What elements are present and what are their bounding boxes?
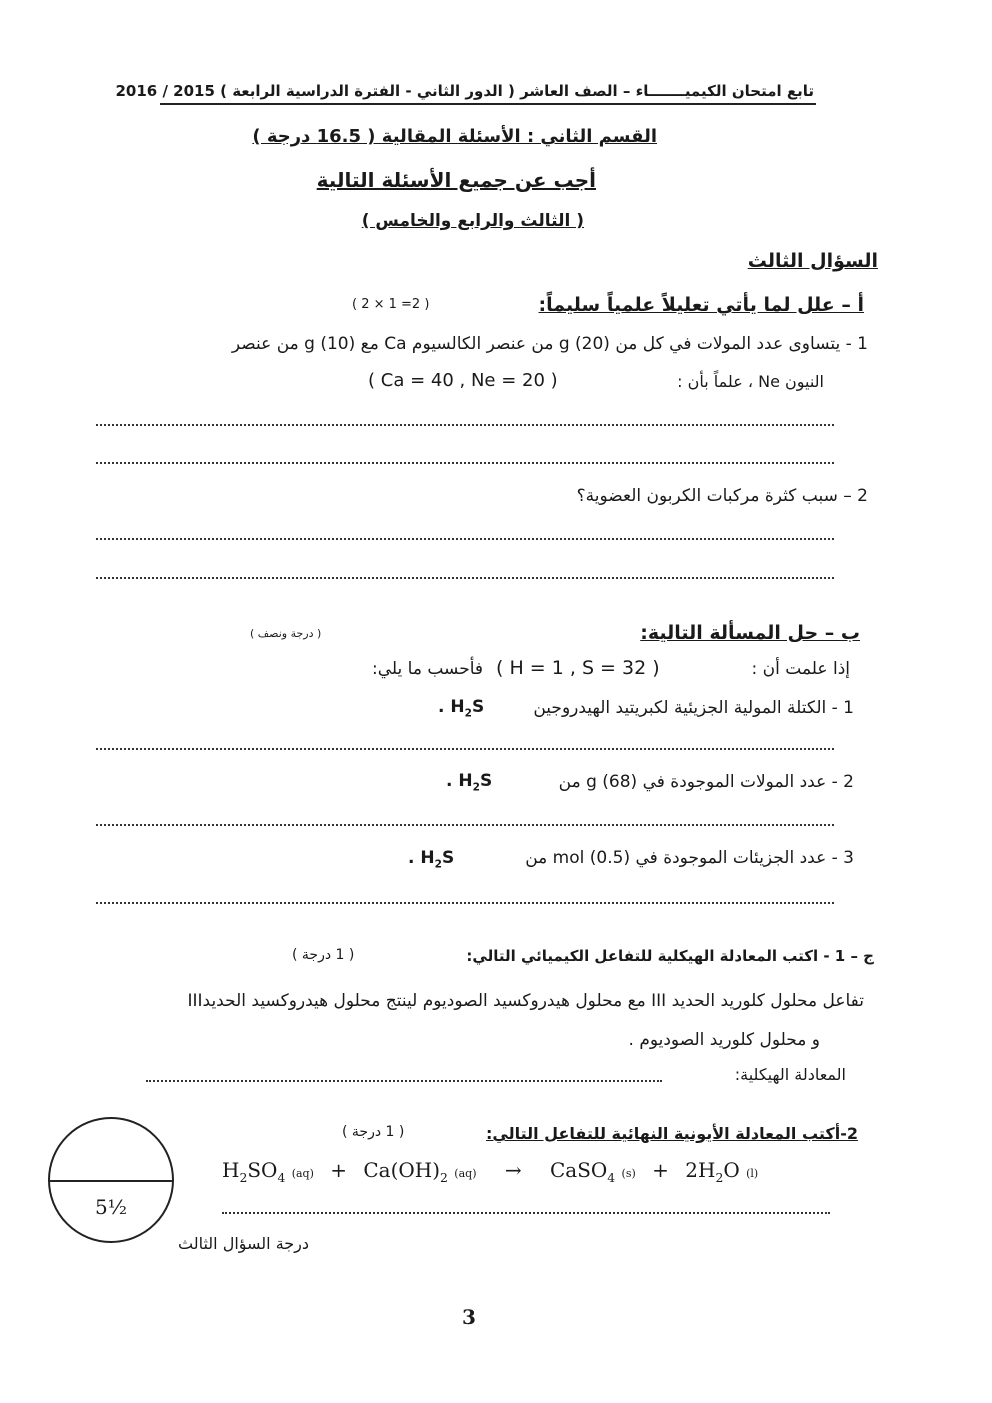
product-1: CaSO$_4$ (549, 1158, 616, 1185)
h2s-formula: . $H_2S$ (438, 697, 485, 720)
state-3: (s) (621, 1167, 636, 1180)
section-title: القسم الثاني : الأسئلة المقالية ( 16.5 درجة ) (252, 126, 657, 147)
part-a-item1-line2: النيون Ne ، علماً بأن : (677, 372, 824, 391)
answer-line[interactable] (96, 424, 834, 426)
part-b-given-prefix: إذا علمت أن : (751, 659, 850, 679)
score-value: 5½ (94, 1195, 128, 1219)
question-title: السؤال الثالث (747, 250, 878, 272)
part-b-label: ب – حل المسألة التالية: (640, 622, 860, 644)
ionic-equation (222, 1158, 758, 1185)
plus-sign: + (330, 1158, 348, 1182)
answer-line[interactable] (96, 902, 834, 904)
h2s-formula: . $H_2S$ (446, 771, 493, 794)
skeletal-equation-label: المعادلة الهيكلية: (734, 1065, 846, 1084)
part-c-label1: ج – 1 - اكتب المعادلة الهيكلية للتفاعل الكيميائي التالي: (466, 947, 874, 965)
part-b-marks: ( درجة ونصف ) (250, 627, 322, 640)
part-a-item1-line1: 1 - يتساوى عدد المولات في كل من g (20) من عنصر الكالسيوم Ca مع g (10) من عنصر (231, 334, 868, 354)
ionic-equation-answer[interactable] (222, 1212, 830, 1214)
part-b-item2: 2 - عدد المولات الموجودة في g (68) من (558, 772, 854, 792)
h2s-formula: . $H_2S$ (408, 848, 455, 871)
part-c-text-line2: و محلول كلوريد الصوديوم . (628, 1030, 820, 1050)
plus-sign: + (652, 1158, 669, 1182)
section-instruction: أجب عن جميع الأسئلة التالية (316, 168, 596, 192)
section-questions: ( الثالث والرابع والخامس ) (361, 211, 584, 231)
page-header: تابع امتحان الكيميـــــــاء – الصف العاشر ( الدور الثاني - الفترة الدراسية الرابعة ) 2015 / 2016 (115, 82, 814, 100)
part-b-item3: 3 - عدد الجزيئات الموجودة في (0.5) mol من (525, 848, 854, 868)
part-a-label: أ – علل لما يأتي تعليلاً علمياً سليماً: (538, 294, 864, 316)
page-number: 3 (462, 1305, 476, 1329)
answer-line[interactable] (96, 577, 834, 579)
skeletal-equation-answer[interactable] (146, 1080, 662, 1082)
score-label: درجة السؤال الثالث (178, 1234, 310, 1253)
state-4: (l) (746, 1167, 759, 1180)
part-c-text-line1: تفاعل محلول كلوريد الحديد III مع محلول هيدروكسيد الصوديوم لينتج محلول هيدروكسيد الحديدIII (187, 991, 864, 1011)
score-circle (48, 1117, 174, 1243)
part-b-given-suffix: فأحسب ما يلي: (372, 659, 484, 679)
state-2: (aq) (454, 1167, 477, 1180)
score-divider (50, 1180, 172, 1182)
answer-line[interactable] (96, 462, 834, 464)
part-a-item1-given: ( Ca = 40 , Ne = 20 ) (368, 370, 558, 391)
product-2: $2H_2O$ (685, 1158, 740, 1185)
part-c-marks1: ( 1 درجة ) (292, 947, 355, 963)
part-a-item2: 2 – سبب كثرة مركبات الكربون العضوية؟ (576, 486, 868, 506)
answer-line[interactable] (96, 824, 834, 826)
header-rule (160, 103, 816, 105)
answer-line[interactable] (96, 538, 834, 540)
answer-line[interactable] (96, 748, 834, 750)
part-c-marks2: ( 1 درجة ) (342, 1124, 405, 1140)
reactant-2: $Ca(OH)_2$ (363, 1158, 448, 1185)
reactant-1: $H_2SO_4$ (222, 1158, 286, 1185)
part-b-item1: 1 - الكتلة المولية الجزيئية لكبريتيد الهيدروجين (533, 698, 854, 718)
reaction-arrow: → (504, 1158, 522, 1182)
part-b-given-values: ( H = 1 , S = 32 ) (496, 657, 660, 679)
part-a-marks: ( 2 × 1 =2 ) (352, 297, 430, 312)
state-1: (aq) (291, 1167, 314, 1180)
part-c-label2: 2-أكتب المعادلة الأيونية النهائية للتفاعل التالي: (485, 1124, 858, 1143)
